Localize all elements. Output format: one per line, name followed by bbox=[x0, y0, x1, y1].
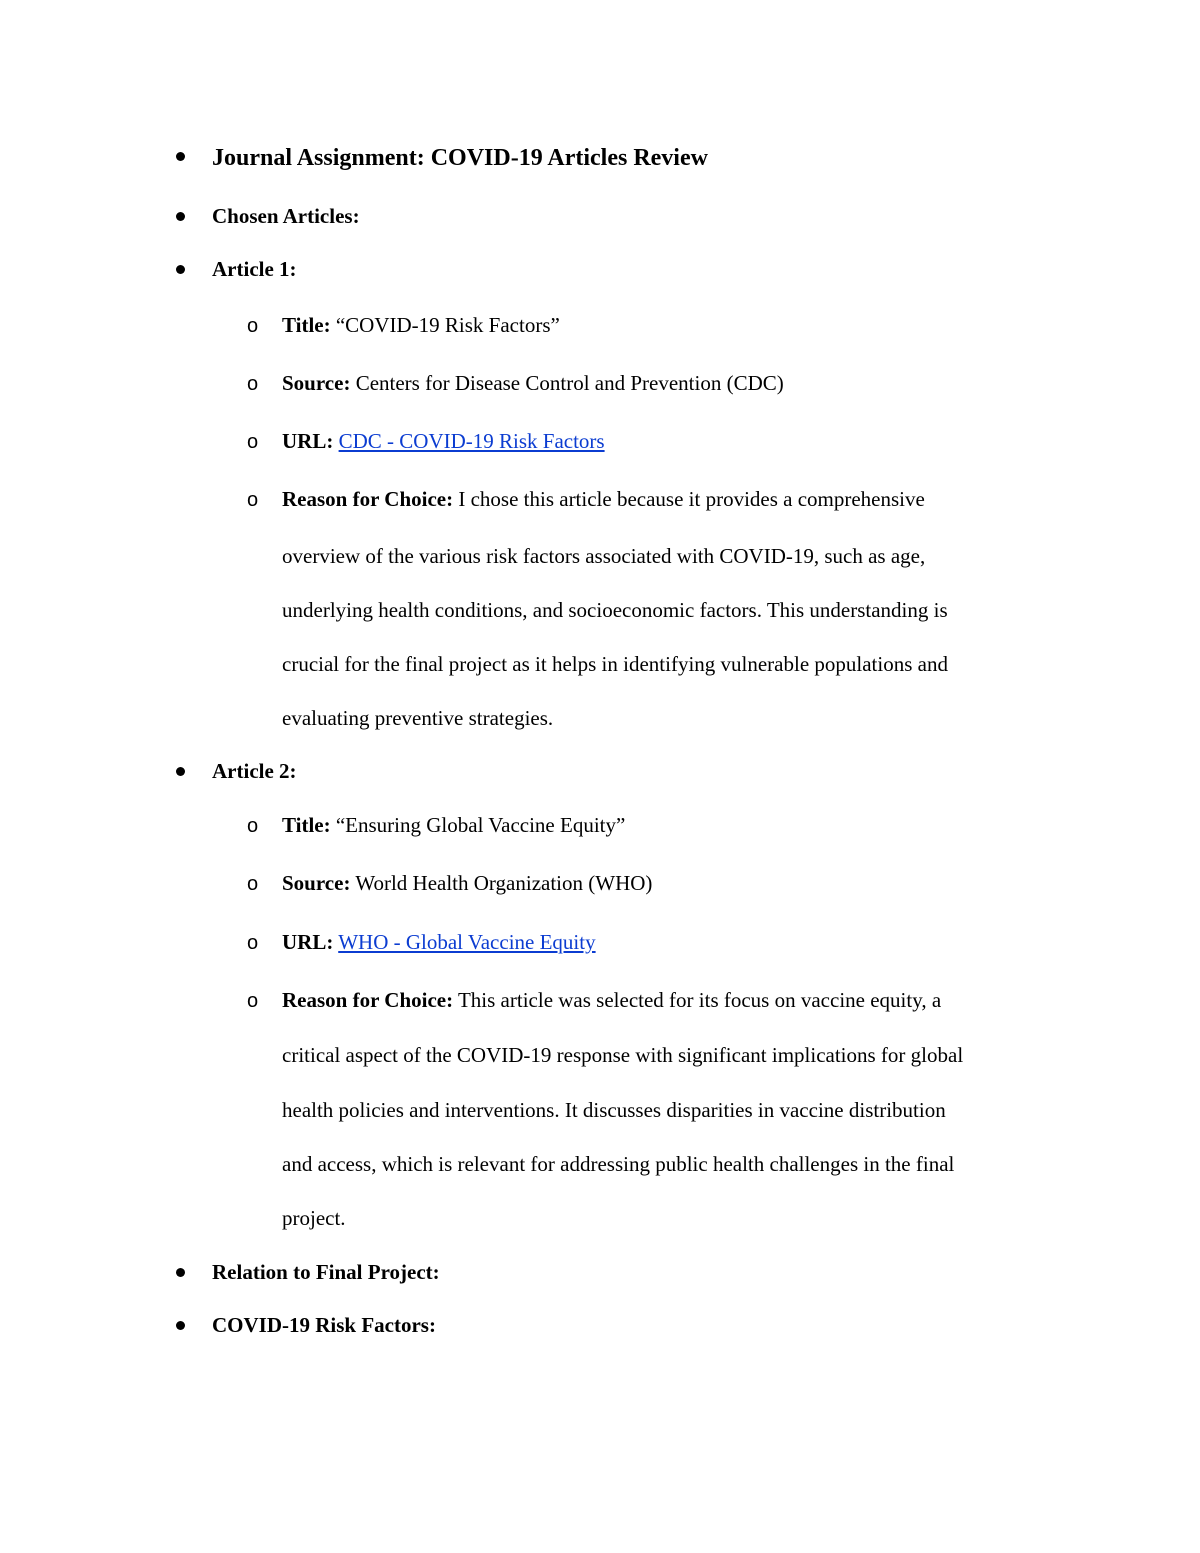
sub-bullet-icon: o bbox=[247, 932, 259, 954]
article2-source bbox=[282, 873, 652, 894]
document-heading: Journal Assignment: COVID-19 Articles Review bbox=[212, 145, 708, 171]
sub-bullet-icon: o bbox=[247, 873, 259, 895]
relation-label: Relation to Final Project: bbox=[212, 1260, 440, 1284]
bullet-icon bbox=[176, 152, 185, 161]
bullet-icon bbox=[176, 1268, 185, 1277]
article1-reason-line-4: crucial for the final project as it helps in identifying vulnerable populations and bbox=[282, 652, 948, 676]
article2-reason-label: Reason for Choice: bbox=[282, 988, 454, 1012]
sub-bullet-icon: o bbox=[247, 990, 259, 1012]
article1-reason-line-2: overview of the various risk factors associated with COVID-19, such as age, bbox=[282, 544, 926, 568]
bullet-icon bbox=[176, 265, 185, 274]
article2-source-label: Source: bbox=[282, 871, 351, 895]
article1-reason-text: I chose this article because it provides a comprehensive bbox=[458, 487, 925, 511]
chosen-articles-label: Chosen Articles: bbox=[212, 204, 360, 228]
sub-bullet-icon: o bbox=[247, 489, 259, 511]
sub-bullet-icon: o bbox=[247, 373, 259, 395]
article2-reason-line-3: health policies and interventions. It discusses disparities in vaccine distribution bbox=[282, 1098, 946, 1122]
article1-url-link[interactable]: CDC - COVID-19 Risk Factors bbox=[338, 429, 605, 453]
article2-url-label: URL: bbox=[282, 930, 334, 954]
article2-reason-line-1 bbox=[282, 990, 941, 1011]
bullet-icon bbox=[176, 1321, 185, 1330]
article1-source-value: Centers for Disease Control and Prevention (CDC) bbox=[355, 371, 784, 395]
sub-bullet-icon: o bbox=[247, 815, 259, 837]
article1-url-label: URL: bbox=[282, 429, 334, 453]
article1-source bbox=[282, 373, 784, 394]
article1-title bbox=[282, 315, 560, 336]
article2-url-link[interactable]: WHO - Global Vaccine Equity bbox=[338, 930, 596, 954]
article1-source-label: Source: bbox=[282, 371, 351, 395]
article1-label: Article 1: bbox=[212, 257, 297, 281]
article2-reason-line-5: project. bbox=[282, 1206, 346, 1230]
bullet-icon bbox=[176, 767, 185, 776]
article1-reason-label: Reason for Choice: bbox=[282, 487, 454, 511]
article1-reason-line-5: evaluating preventive strategies. bbox=[282, 706, 554, 730]
bullet-icon bbox=[176, 212, 185, 221]
risk-factors-label: COVID-19 Risk Factors: bbox=[212, 1313, 436, 1337]
article2-title bbox=[282, 815, 625, 836]
article2-reason-text: This article was selected for its focus on vaccine equity, a bbox=[457, 988, 942, 1012]
article1-reason-line-1 bbox=[282, 489, 925, 510]
article2-title-label: Title: bbox=[282, 813, 331, 837]
article2-label: Article 2: bbox=[212, 759, 297, 783]
article2-url bbox=[282, 932, 596, 953]
sub-bullet-icon: o bbox=[247, 315, 259, 337]
article2-title-value: “Ensuring Global Vaccine Equity” bbox=[335, 813, 626, 837]
article1-url bbox=[282, 431, 605, 452]
article2-reason-line-4: and access, which is relevant for addressing public health challenges in the final bbox=[282, 1152, 955, 1176]
article1-title-label: Title: bbox=[282, 313, 331, 337]
sub-bullet-icon: o bbox=[247, 431, 259, 453]
article2-source-value: World Health Organization (WHO) bbox=[355, 871, 653, 895]
article2-reason-line-2: critical aspect of the COVID-19 response with significant implications for global bbox=[282, 1043, 964, 1067]
article1-title-value: “COVID-19 Risk Factors” bbox=[335, 313, 560, 337]
article1-reason-line-3: underlying health conditions, and socioeconomic factors. This understanding is bbox=[282, 598, 948, 622]
